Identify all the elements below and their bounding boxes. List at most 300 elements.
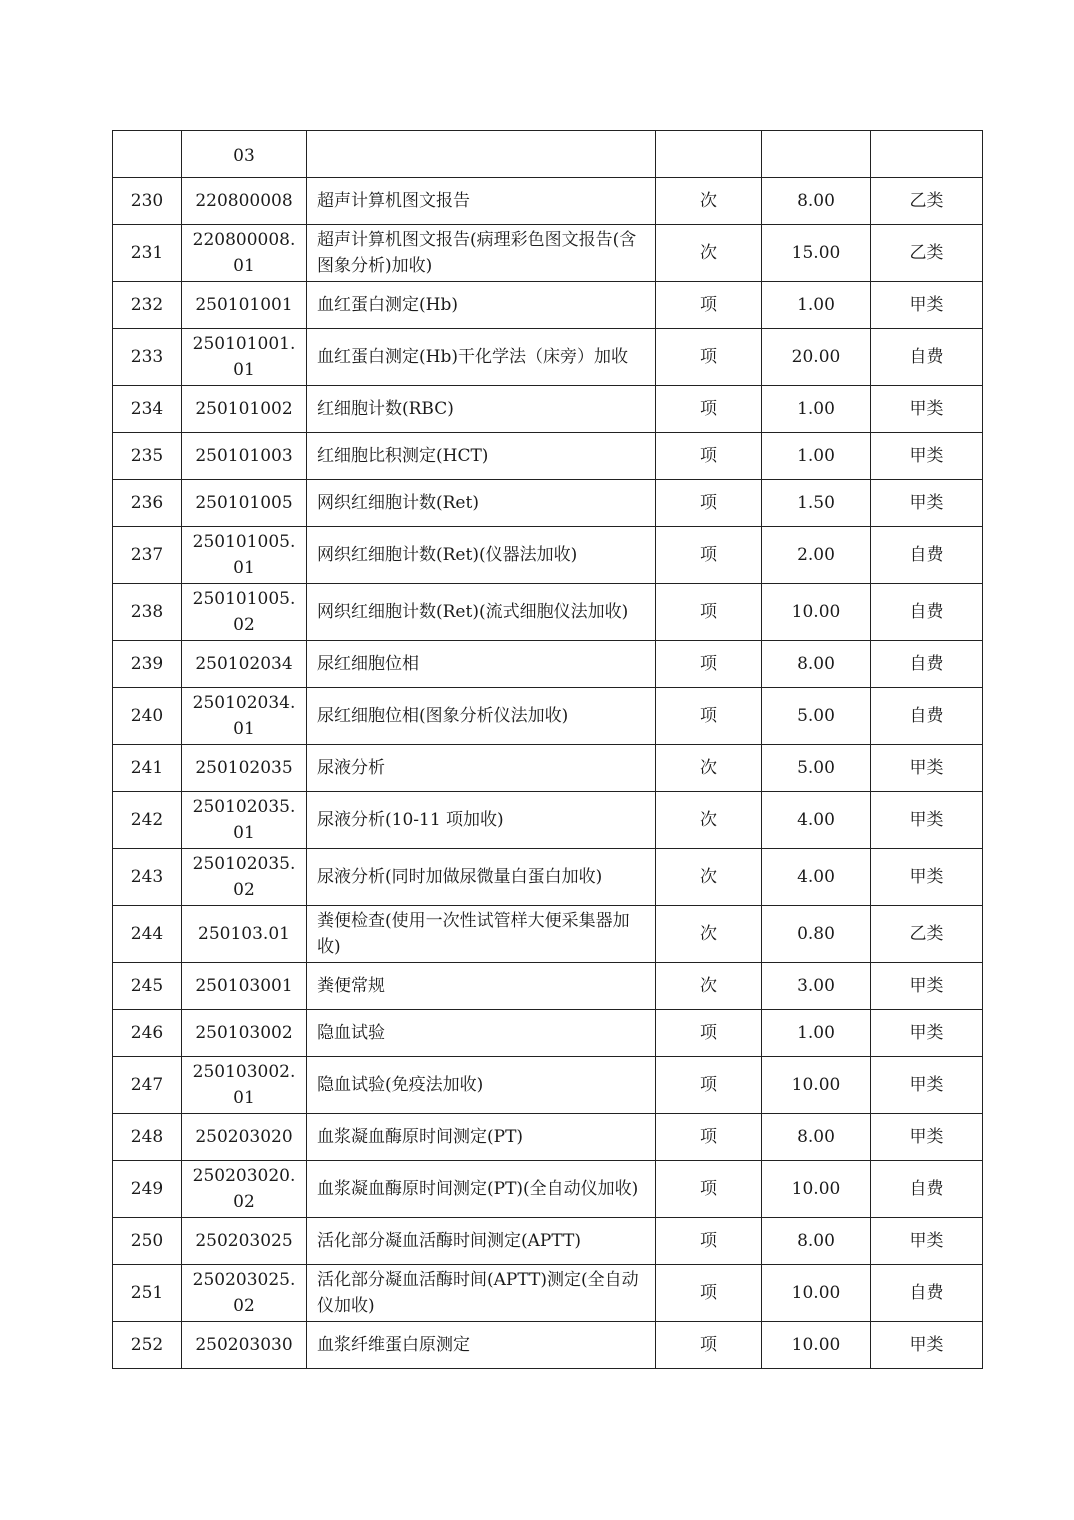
- row-code-cell: [182, 282, 307, 329]
- row-code-cell: [182, 963, 307, 1010]
- row-seq-cell: [113, 1161, 182, 1218]
- cell-text: 10.00: [791, 1335, 841, 1355]
- table-row: [113, 1010, 983, 1057]
- row-price-cell: [762, 849, 871, 906]
- row-category-cell: [871, 131, 983, 178]
- cell-text: 项: [700, 493, 717, 513]
- cell-text: 252: [130, 1335, 164, 1355]
- row-price-cell: [762, 641, 871, 688]
- row-seq-cell: [113, 1322, 182, 1369]
- cell-text: 1.50: [797, 493, 835, 513]
- row-code-cell: [182, 225, 307, 282]
- row-category-cell: [871, 1265, 983, 1322]
- row-price-cell: [762, 225, 871, 282]
- row-seq-cell: [113, 282, 182, 329]
- row-category-cell: [871, 329, 983, 386]
- row-seq-cell: [113, 1218, 182, 1265]
- row-code-cell: [182, 641, 307, 688]
- table-row: [113, 480, 983, 527]
- row-unit-cell: [656, 527, 762, 584]
- row-category-cell: [871, 584, 983, 641]
- cell-text: 项: [700, 1023, 717, 1043]
- cell-text: 249: [130, 1179, 164, 1199]
- row-category-cell: [871, 282, 983, 329]
- cell-text: 自费: [909, 545, 944, 565]
- cell-text: 250103002: [195, 1023, 293, 1043]
- row-unit-cell: [656, 1218, 762, 1265]
- table-row: [113, 584, 983, 641]
- cell-text: 250101001.01: [192, 334, 296, 380]
- row-category-cell: [871, 527, 983, 584]
- row-category-cell: [871, 386, 983, 433]
- cell-text: 隐血试验: [317, 1023, 385, 1043]
- row-code-cell: [182, 329, 307, 386]
- cell-text: 网织红细胞计数(Ret): [317, 493, 479, 513]
- cell-text: 1.00: [797, 399, 835, 419]
- table-row: [113, 433, 983, 480]
- row-name-cell: [307, 225, 656, 282]
- cell-text: 10.00: [791, 1075, 841, 1095]
- cell-text: 250203025: [195, 1231, 293, 1251]
- cell-text: 甲类: [909, 1127, 944, 1147]
- row-name-cell: [307, 131, 656, 178]
- row-code-cell: [182, 480, 307, 527]
- row-price-cell: [762, 1010, 871, 1057]
- row-name-cell: [307, 641, 656, 688]
- cell-text: 4.00: [797, 867, 835, 887]
- row-seq-cell: [113, 849, 182, 906]
- cell-text: 250102035.01: [192, 797, 296, 843]
- cell-text: 甲类: [909, 810, 944, 830]
- cell-text: 甲类: [909, 1231, 944, 1251]
- row-seq-cell: [113, 1010, 182, 1057]
- table-row: [113, 745, 983, 792]
- row-code-cell: [182, 178, 307, 225]
- row-code-cell: [182, 584, 307, 641]
- cell-text: 220800008.01: [192, 230, 296, 276]
- row-price-cell: [762, 584, 871, 641]
- table-row: [113, 906, 983, 963]
- row-price-cell: [762, 433, 871, 480]
- row-code-cell: [182, 745, 307, 792]
- cell-text: 尿红细胞位相(图象分析仪法加收): [317, 706, 569, 726]
- table-row: [113, 225, 983, 282]
- cell-text: 甲类: [909, 399, 944, 419]
- row-unit-cell: [656, 131, 762, 178]
- row-name-cell: [307, 1114, 656, 1161]
- row-seq-cell: [113, 792, 182, 849]
- cell-text: 次: [700, 867, 717, 887]
- cell-text: 尿液分析: [317, 758, 385, 778]
- row-unit-cell: [656, 433, 762, 480]
- table-row: [113, 792, 983, 849]
- table-row: [113, 282, 983, 329]
- row-price-cell: [762, 688, 871, 745]
- cell-text: 250103002.01: [192, 1062, 296, 1108]
- table-row: [113, 1114, 983, 1161]
- cell-text: 5.00: [797, 706, 835, 726]
- row-price-cell: [762, 178, 871, 225]
- row-unit-cell: [656, 225, 762, 282]
- row-seq-cell: [113, 688, 182, 745]
- row-category-cell: [871, 906, 983, 963]
- row-category-cell: [871, 1057, 983, 1114]
- cell-text: 乙类: [909, 191, 944, 211]
- fee-table: [112, 130, 983, 1369]
- row-seq-cell: [113, 527, 182, 584]
- cell-text: 次: [700, 810, 717, 830]
- row-unit-cell: [656, 745, 762, 792]
- cell-text: 1.00: [797, 446, 835, 466]
- row-code-cell: [182, 1161, 307, 1218]
- cell-text: 250102034: [195, 654, 293, 674]
- row-code-cell: [182, 1322, 307, 1369]
- row-code-cell: [182, 849, 307, 906]
- row-name-cell: [307, 1057, 656, 1114]
- cell-text: 项: [700, 347, 717, 367]
- table-row: [113, 849, 983, 906]
- row-name-cell: [307, 1265, 656, 1322]
- row-category-cell: [871, 225, 983, 282]
- cell-text: 粪便检查(使用一次性试管样大便采集器加收): [317, 911, 630, 957]
- cell-text: 250101005: [195, 493, 293, 513]
- table-row: [113, 688, 983, 745]
- cell-text: 243: [130, 867, 164, 887]
- cell-text: 03: [233, 146, 255, 166]
- cell-text: 甲类: [909, 295, 944, 315]
- cell-text: 240: [130, 706, 164, 726]
- row-seq-cell: [113, 433, 182, 480]
- row-seq-cell: [113, 1265, 182, 1322]
- cell-text: 红细胞计数(RBC): [317, 399, 454, 419]
- row-price-cell: [762, 1161, 871, 1218]
- cell-text: 242: [130, 810, 164, 830]
- cell-text: 次: [700, 243, 717, 263]
- table-row: [113, 1322, 983, 1369]
- row-price-cell: [762, 282, 871, 329]
- row-category-cell: [871, 480, 983, 527]
- cell-text: 血浆凝血酶原时间测定(PT)(全自动仪加收): [317, 1179, 639, 1199]
- table-body: [113, 131, 983, 1369]
- row-category-cell: [871, 1114, 983, 1161]
- cell-text: 231: [130, 243, 164, 263]
- cell-text: 甲类: [909, 493, 944, 513]
- row-name-cell: [307, 178, 656, 225]
- cell-text: 236: [130, 493, 164, 513]
- cell-text: 250103.01: [198, 924, 290, 944]
- row-code-cell: [182, 1114, 307, 1161]
- cell-text: 241: [130, 758, 164, 778]
- row-price-cell: [762, 1114, 871, 1161]
- row-price-cell: [762, 527, 871, 584]
- row-unit-cell: [656, 282, 762, 329]
- table-row: [113, 1218, 983, 1265]
- row-unit-cell: [656, 688, 762, 745]
- cell-text: 250203020: [195, 1127, 293, 1147]
- row-name-cell: [307, 1161, 656, 1218]
- row-price-cell: [762, 792, 871, 849]
- cell-text: 项: [700, 1335, 717, 1355]
- row-name-cell: [307, 527, 656, 584]
- cell-text: 自费: [909, 602, 944, 622]
- cell-text: 项: [700, 1283, 717, 1303]
- row-price-cell: [762, 1057, 871, 1114]
- cell-text: 项: [700, 1075, 717, 1095]
- row-code-cell: [182, 386, 307, 433]
- cell-text: 自费: [909, 1283, 944, 1303]
- cell-text: 自费: [909, 347, 944, 367]
- cell-text: 234: [130, 399, 164, 419]
- cell-text: 项: [700, 706, 717, 726]
- cell-text: 250102035.02: [192, 854, 296, 900]
- cell-text: 232: [130, 295, 164, 315]
- cell-text: 250101001: [195, 295, 293, 315]
- cell-text: 0.80: [797, 924, 835, 944]
- row-name-cell: [307, 906, 656, 963]
- cell-text: 3.00: [797, 976, 835, 996]
- row-code-cell: [182, 1010, 307, 1057]
- cell-text: 超声计算机图文报告(病理彩色图文报告(含图象分析)加收): [317, 230, 637, 276]
- row-price-cell: [762, 1218, 871, 1265]
- cell-text: 248: [130, 1127, 164, 1147]
- row-category-cell: [871, 688, 983, 745]
- row-seq-cell: [113, 1114, 182, 1161]
- cell-text: 自费: [909, 1179, 944, 1199]
- row-seq-cell: [113, 906, 182, 963]
- cell-text: 244: [130, 924, 164, 944]
- row-seq-cell: [113, 386, 182, 433]
- cell-text: 235: [130, 446, 164, 466]
- cell-text: 血红蛋白测定(Hb)干化学法（床旁）加收: [317, 347, 628, 367]
- table-row: [113, 131, 983, 178]
- cell-text: 239: [130, 654, 164, 674]
- row-name-cell: [307, 282, 656, 329]
- row-seq-cell: [113, 178, 182, 225]
- row-seq-cell: [113, 225, 182, 282]
- cell-text: 8.00: [797, 191, 835, 211]
- cell-text: 项: [700, 1179, 717, 1199]
- row-category-cell: [871, 433, 983, 480]
- row-unit-cell: [656, 1057, 762, 1114]
- cell-text: 237: [130, 545, 164, 565]
- row-name-cell: [307, 792, 656, 849]
- table-row: [113, 527, 983, 584]
- row-unit-cell: [656, 480, 762, 527]
- row-unit-cell: [656, 792, 762, 849]
- cell-text: 245: [130, 976, 164, 996]
- cell-text: 10.00: [791, 1283, 841, 1303]
- cell-text: 250102034.01: [192, 693, 296, 739]
- cell-text: 甲类: [909, 976, 944, 996]
- row-code-cell: [182, 131, 307, 178]
- row-unit-cell: [656, 1161, 762, 1218]
- row-name-cell: [307, 480, 656, 527]
- cell-text: 250203025.02: [192, 1270, 296, 1316]
- cell-text: 次: [700, 191, 717, 211]
- cell-text: 15.00: [791, 243, 841, 263]
- row-code-cell: [182, 1057, 307, 1114]
- cell-text: 251: [130, 1283, 164, 1303]
- cell-text: 250101003: [195, 446, 293, 466]
- cell-text: 8.00: [797, 1127, 835, 1147]
- cell-text: 项: [700, 399, 717, 419]
- cell-text: 10.00: [791, 1179, 841, 1199]
- row-unit-cell: [656, 849, 762, 906]
- row-category-cell: [871, 1161, 983, 1218]
- row-price-cell: [762, 131, 871, 178]
- row-price-cell: [762, 745, 871, 792]
- cell-text: 甲类: [909, 867, 944, 887]
- cell-text: 4.00: [797, 810, 835, 830]
- table-row: [113, 1161, 983, 1218]
- cell-text: 233: [130, 347, 164, 367]
- cell-text: 网织红细胞计数(Ret)(流式细胞仪法加收): [317, 602, 629, 622]
- cell-text: 活化部分凝血活酶时间测定(APTT): [317, 1231, 581, 1251]
- cell-text: 甲类: [909, 758, 944, 778]
- table-row: [113, 1265, 983, 1322]
- row-name-cell: [307, 584, 656, 641]
- cell-text: 粪便常规: [317, 976, 385, 996]
- row-code-cell: [182, 792, 307, 849]
- row-unit-cell: [656, 178, 762, 225]
- cell-text: 血浆凝血酶原时间测定(PT): [317, 1127, 524, 1147]
- row-unit-cell: [656, 1010, 762, 1057]
- row-name-cell: [307, 433, 656, 480]
- cell-text: 红细胞比积测定(HCT): [317, 446, 489, 466]
- row-code-cell: [182, 433, 307, 480]
- row-unit-cell: [656, 329, 762, 386]
- row-unit-cell: [656, 584, 762, 641]
- cell-text: 自费: [909, 654, 944, 674]
- row-category-cell: [871, 1010, 983, 1057]
- cell-text: 甲类: [909, 446, 944, 466]
- cell-text: 项: [700, 654, 717, 674]
- row-price-cell: [762, 1265, 871, 1322]
- row-price-cell: [762, 329, 871, 386]
- row-unit-cell: [656, 906, 762, 963]
- table-row: [113, 1057, 983, 1114]
- cell-text: 血红蛋白测定(Hb): [317, 295, 458, 315]
- cell-text: 乙类: [909, 243, 944, 263]
- row-category-cell: [871, 792, 983, 849]
- row-name-cell: [307, 386, 656, 433]
- row-seq-cell: [113, 745, 182, 792]
- cell-text: 250102035: [195, 758, 293, 778]
- row-category-cell: [871, 641, 983, 688]
- row-unit-cell: [656, 1322, 762, 1369]
- row-price-cell: [762, 386, 871, 433]
- row-seq-cell: [113, 480, 182, 527]
- cell-text: 乙类: [909, 924, 944, 944]
- cell-text: 隐血试验(免疫法加收): [317, 1075, 484, 1095]
- cell-text: 250203020.02: [192, 1166, 296, 1212]
- cell-text: 10.00: [791, 602, 841, 622]
- row-category-cell: [871, 1218, 983, 1265]
- row-category-cell: [871, 745, 983, 792]
- cell-text: 项: [700, 295, 717, 315]
- row-seq-cell: [113, 963, 182, 1010]
- row-category-cell: [871, 849, 983, 906]
- cell-text: 甲类: [909, 1023, 944, 1043]
- table-row: [113, 641, 983, 688]
- cell-text: 5.00: [797, 758, 835, 778]
- cell-text: 项: [700, 1127, 717, 1147]
- cell-text: 8.00: [797, 654, 835, 674]
- cell-text: 项: [700, 545, 717, 565]
- cell-text: 230: [130, 191, 164, 211]
- table-row: [113, 963, 983, 1010]
- row-seq-cell: [113, 641, 182, 688]
- cell-text: 250: [130, 1231, 164, 1251]
- cell-text: 尿红细胞位相: [317, 654, 419, 674]
- row-name-cell: [307, 849, 656, 906]
- cell-text: 1.00: [797, 1023, 835, 1043]
- row-code-cell: [182, 1218, 307, 1265]
- row-name-cell: [307, 745, 656, 792]
- row-seq-cell: [113, 1057, 182, 1114]
- table-row: [113, 386, 983, 433]
- row-unit-cell: [656, 963, 762, 1010]
- table-row: [113, 329, 983, 386]
- cell-text: 2.00: [797, 545, 835, 565]
- table-row: [113, 178, 983, 225]
- cell-text: 血浆纤维蛋白原测定: [317, 1335, 470, 1355]
- row-category-cell: [871, 963, 983, 1010]
- row-seq-cell: [113, 584, 182, 641]
- cell-text: 次: [700, 976, 717, 996]
- cell-text: 220800008: [195, 191, 293, 211]
- cell-text: 活化部分凝血活酶时间(APTT)测定(全自动仪加收): [317, 1270, 639, 1316]
- cell-text: 项: [700, 1231, 717, 1251]
- cell-text: 甲类: [909, 1335, 944, 1355]
- row-unit-cell: [656, 1114, 762, 1161]
- cell-text: 超声计算机图文报告: [317, 191, 470, 211]
- row-name-cell: [307, 1218, 656, 1265]
- cell-text: 246: [130, 1023, 164, 1043]
- row-code-cell: [182, 906, 307, 963]
- cell-text: 尿液分析(同时加做尿微量白蛋白加收): [317, 867, 603, 887]
- row-name-cell: [307, 963, 656, 1010]
- row-unit-cell: [656, 1265, 762, 1322]
- cell-text: 尿液分析(10-11 项加收): [317, 810, 504, 830]
- cell-text: 250101002: [195, 399, 293, 419]
- row-category-cell: [871, 178, 983, 225]
- row-code-cell: [182, 527, 307, 584]
- cell-text: 247: [130, 1075, 164, 1095]
- row-price-cell: [762, 906, 871, 963]
- row-price-cell: [762, 963, 871, 1010]
- cell-text: 250103001: [195, 976, 293, 996]
- cell-text: 250101005.02: [192, 589, 296, 635]
- row-code-cell: [182, 1265, 307, 1322]
- cell-text: 250101005.01: [192, 532, 296, 578]
- row-unit-cell: [656, 641, 762, 688]
- row-code-cell: [182, 688, 307, 745]
- row-price-cell: [762, 480, 871, 527]
- row-seq-cell: [113, 131, 182, 178]
- row-name-cell: [307, 1010, 656, 1057]
- cell-text: 网织红细胞计数(Ret)(仪器法加收): [317, 545, 578, 565]
- cell-text: 次: [700, 758, 717, 778]
- row-price-cell: [762, 1322, 871, 1369]
- cell-text: 甲类: [909, 1075, 944, 1095]
- cell-text: 项: [700, 446, 717, 466]
- row-unit-cell: [656, 386, 762, 433]
- cell-text: 20.00: [791, 347, 841, 367]
- row-category-cell: [871, 1322, 983, 1369]
- row-name-cell: [307, 688, 656, 745]
- cell-text: 8.00: [797, 1231, 835, 1251]
